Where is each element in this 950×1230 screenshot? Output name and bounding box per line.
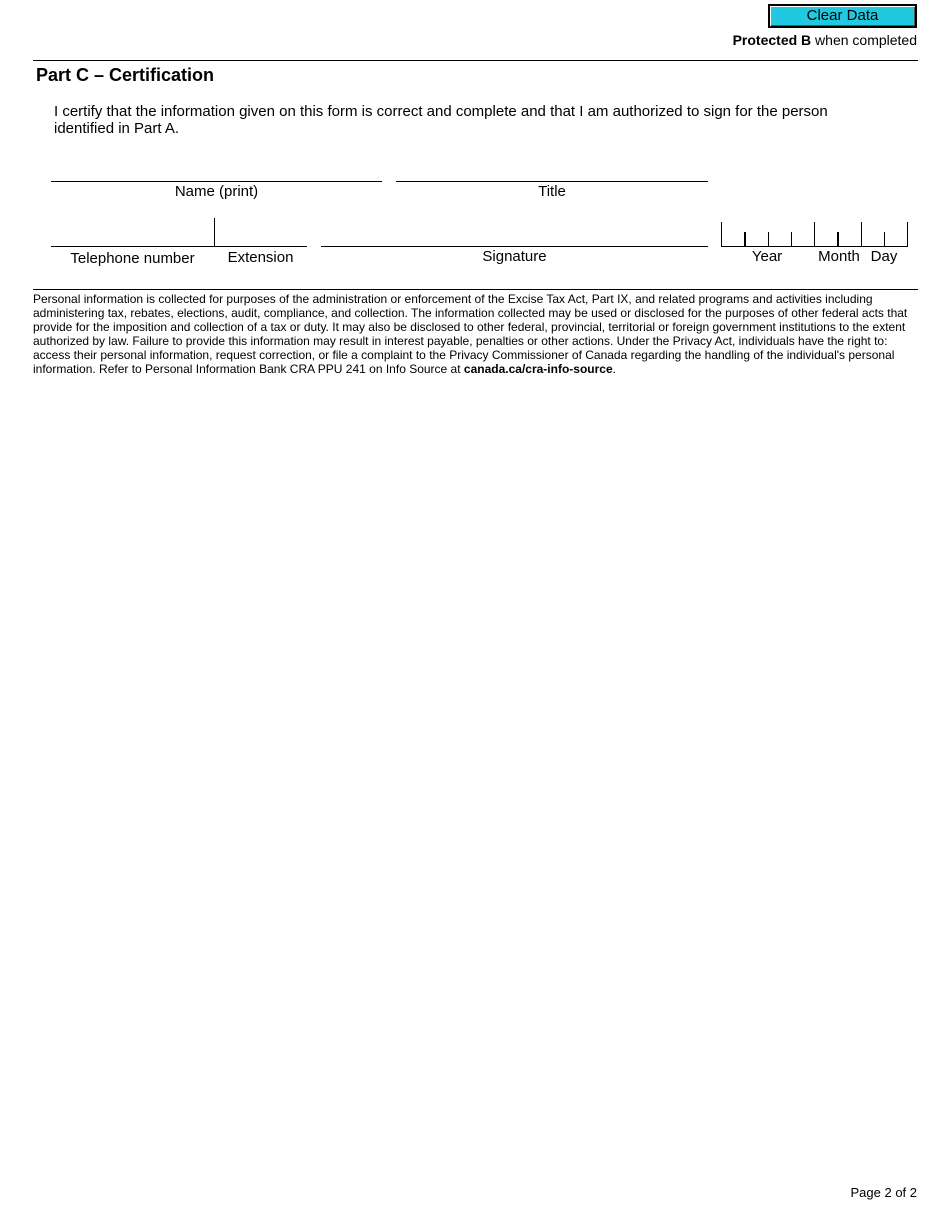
privacy-text: Personal information is collected for purposes of the administration or enforcement of the Excise Tax Act, Part IX, and related programs and activities including administering tax, rebates, elections, audit, compliance, and collection. The information collected may be used or disclosed for the purposes of other federal acts that provide for the imposition and collection of a tax or duty. It may also be disclosed to other federal, provincial, territorial or foreign government institutions to the extent authorized by law. Failure to provide this information may result in interest payable, penalties or other actions. Under the Privacy Act, individuals have the right to: access their personal information, request correction, or file a complaint to the Privacy Commissioner of Canada regarding the handling of the individual's personal information. Refer to Personal Information Bank CRA PPU 241 on Info Source at <box>33 292 908 376</box>
protected-b-notice <box>733 32 917 48</box>
protected-b-label: Protected B <box>732 32 812 48</box>
title-line <box>396 181 708 182</box>
privacy-end: . <box>612 362 616 376</box>
telephone-input[interactable] <box>52 224 216 246</box>
signature-line[interactable] <box>321 246 708 247</box>
date-tick <box>837 232 839 246</box>
date-tick <box>744 232 746 246</box>
date-tick <box>768 232 769 246</box>
name-print-line <box>51 181 382 182</box>
signature-label: Signature <box>482 248 547 265</box>
month-label: Month <box>818 248 860 265</box>
date-tick <box>861 222 862 246</box>
privacy-notice <box>33 292 913 376</box>
part-c-title: Part C – Certification <box>36 65 215 85</box>
extension-input[interactable] <box>217 224 309 246</box>
date-tick <box>721 222 722 246</box>
telephone-line <box>51 246 307 247</box>
info-source-link[interactable]: canada.ca/cra-info-source <box>463 362 613 376</box>
privacy-divider <box>33 289 918 290</box>
day-label: Day <box>870 248 898 265</box>
date-field[interactable] <box>721 222 908 247</box>
extension-label: Extension <box>227 249 294 266</box>
certification-statement: I certify that the information given on this form is correct and complete and that I am authorized to sign for the person identified in Part A. <box>54 103 828 137</box>
date-baseline <box>721 246 908 247</box>
name-print-input[interactable] <box>52 160 384 182</box>
clear-data-button[interactable]: Clear Data <box>768 4 917 28</box>
telephone-label: Telephone number <box>70 250 195 267</box>
date-tick <box>884 232 885 246</box>
page-number: Page 2 of 2 <box>850 1185 917 1200</box>
title-label: Title <box>538 183 566 200</box>
date-tick <box>814 222 815 246</box>
name-print-label: Name (print) <box>174 183 259 200</box>
telephone-extension-divider <box>214 218 215 246</box>
top-divider <box>33 60 918 61</box>
date-tick <box>907 222 908 246</box>
date-tick <box>791 232 792 246</box>
year-label: Year <box>751 248 783 265</box>
title-input[interactable] <box>397 160 711 182</box>
protected-b-suffix: when completed <box>811 32 917 48</box>
